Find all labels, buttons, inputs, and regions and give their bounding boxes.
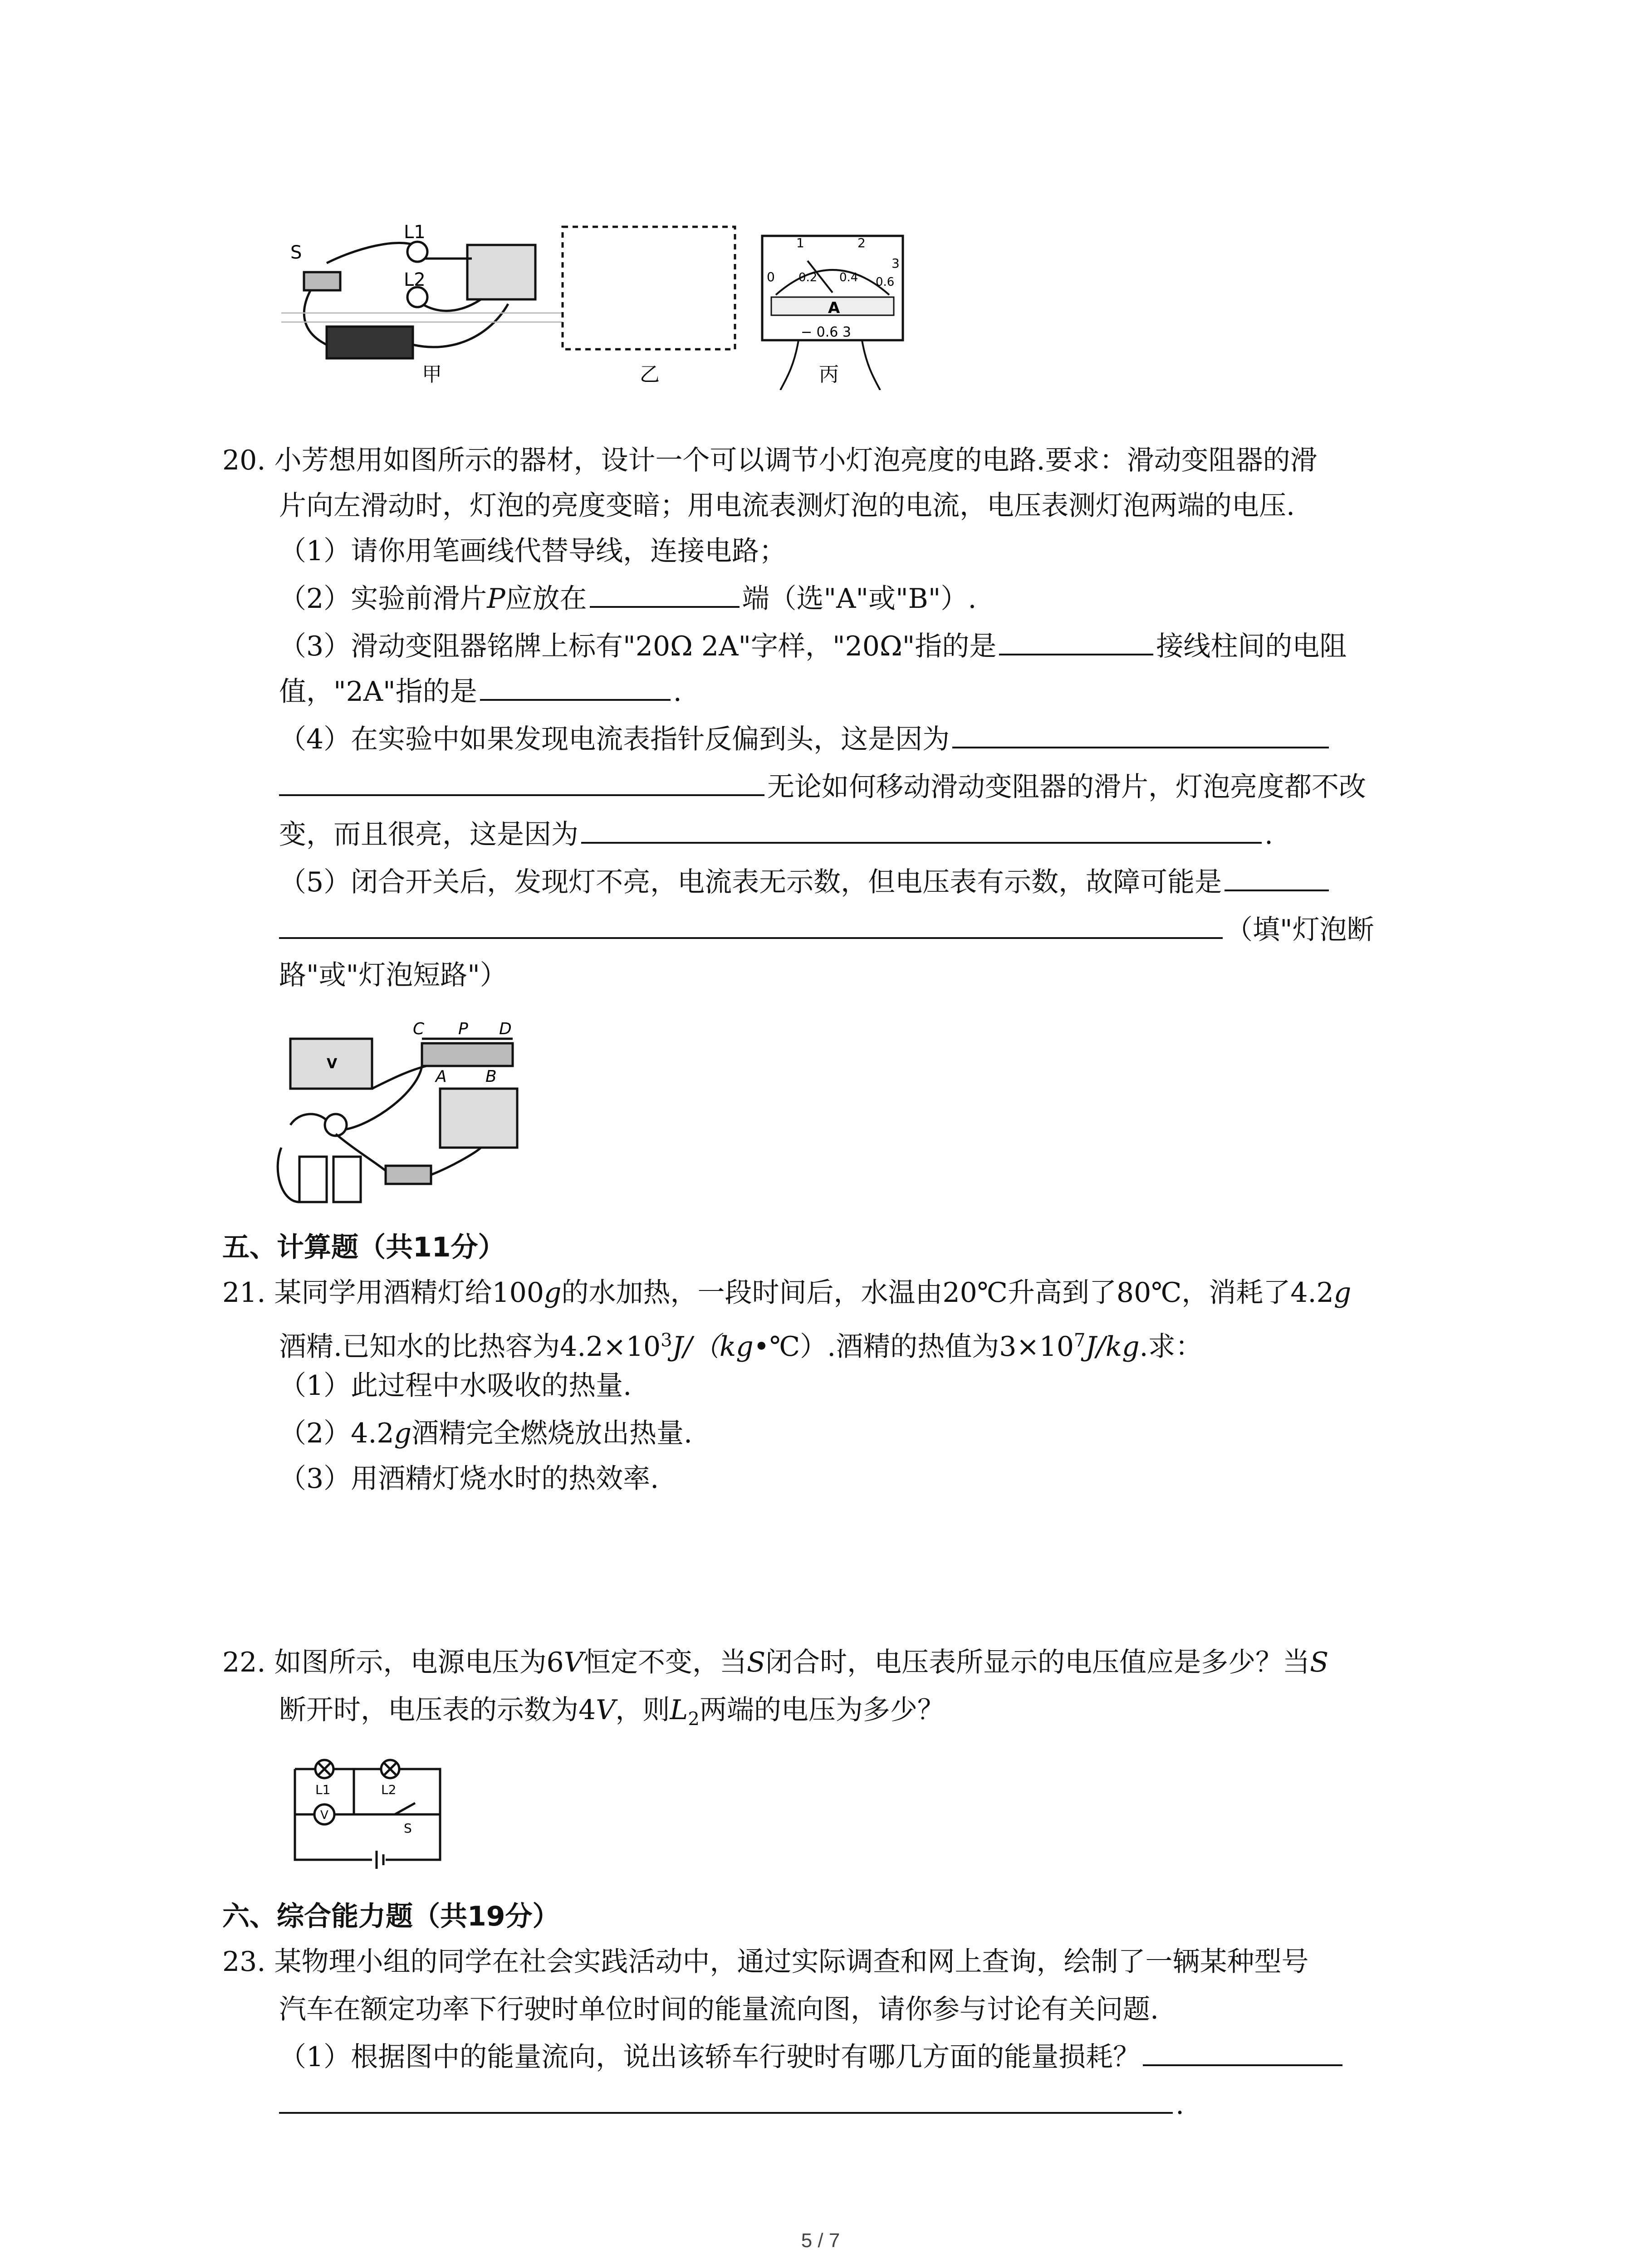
q22-l2-a: 断开时，电压表的示数为4 <box>279 1694 596 1726</box>
q20-p4-text-a: （4）在实验中如果发现电流表指针反偏到头，这是因为 <box>279 723 950 755</box>
q20-part4 <box>279 717 1332 762</box>
q21-number: 21. <box>222 1277 266 1309</box>
label-l1: L1 <box>404 222 426 243</box>
q20-part5 <box>279 860 1332 905</box>
q20-p3-blank2[interactable] <box>480 674 671 701</box>
q21-l2-a: 酒精.已知水的比热容为4.2×10 <box>279 1331 661 1363</box>
q20-number: 20. <box>222 445 266 476</box>
q22-label-l1: L1 <box>315 1782 331 1797</box>
q22-l2-sub: 2 <box>688 1709 700 1730</box>
voltmeter-label: V <box>327 1056 338 1072</box>
q22-label-l2: L2 <box>381 1782 397 1797</box>
q20-p3-text-a: （3）滑动变阻器铭牌上标有"20Ω 2A"字样，"20Ω"指的是 <box>279 631 997 662</box>
q20-part3 <box>279 624 1347 669</box>
q20-p2-blank[interactable] <box>590 581 740 608</box>
q20-part1: （1）请你用笔画线代替导线，连接电路； <box>279 535 787 567</box>
q20-p4-text-c: 变，而且很亮，这是因为 <box>279 819 578 850</box>
q22-l1-b: 恒定不变，当 <box>583 1647 747 1678</box>
q21-p2-g: g <box>394 1418 412 1449</box>
q20-p4-blank1[interactable] <box>952 721 1329 748</box>
label-s: S <box>290 242 302 263</box>
q23-l1: 某物理小组的同学在社会实践活动中，通过实际调查和网上查询，绘制了一辆某种型号 <box>274 1946 1309 1978</box>
scale-06: 0.6 <box>876 275 895 289</box>
q21-part3: （3）用酒精灯烧水时的热效率. <box>279 1463 659 1495</box>
q21-l2-sup: 3 <box>661 1330 672 1351</box>
q23-p1-blank2[interactable] <box>279 2087 1173 2114</box>
q20-part5-cont <box>279 907 1374 953</box>
dashed-box-yi <box>563 227 735 349</box>
q21-p2-a: （2）4.2 <box>279 1418 394 1449</box>
top-figures <box>272 218 953 390</box>
q20-p2-text-c: 端（选"A"或"B"）. <box>742 583 977 615</box>
q20-p2-text-b: 应放在 <box>505 583 587 615</box>
scale-0: 0 <box>767 269 775 284</box>
label-a: A <box>436 1067 447 1086</box>
label-yi: 乙 <box>640 363 660 386</box>
q21-l2-b: J/（ <box>672 1331 720 1363</box>
q21-l2-kg: kg <box>719 1331 754 1363</box>
q22-l1-a: 如图所示，电源电压为6 <box>274 1647 564 1678</box>
q20-p4-blank3[interactable] <box>581 816 1262 844</box>
q21-l2-sup2: 7 <box>1074 1330 1086 1351</box>
circuit-figure-jia <box>272 218 953 390</box>
q20-p5-text-a: （5）闭合开关后，发现灯不亮，电流表无示数，但电压表有示数，故障可能是 <box>279 866 1222 898</box>
q20-p5-blank2[interactable] <box>279 912 1223 939</box>
q21-line2 <box>279 1318 1203 1369</box>
label-c: C <box>413 1021 425 1038</box>
q23-p1-text: （1）根据图中的能量流向，说出该轿车行驶时有哪几方面的能量损耗？ <box>279 2041 1141 2073</box>
question-23 <box>222 1939 1447 2130</box>
q21-l1-g2: g <box>1333 1277 1352 1309</box>
q22-number: 22. <box>222 1647 266 1678</box>
label-d: D <box>499 1021 512 1038</box>
q22-l1-s: S <box>747 1647 766 1678</box>
label-b: B <box>485 1067 497 1086</box>
q20-p3-blank1[interactable] <box>999 628 1153 655</box>
q23-part1-cont <box>279 2082 1184 2127</box>
q22-l2-l: L <box>670 1694 688 1726</box>
scale-04: 0.4 <box>839 271 858 284</box>
q22-l1-v: V <box>563 1647 584 1678</box>
section-6-heading: 六、综合能力题（共19分） <box>222 1901 560 1932</box>
q21-l2-d: J/kg <box>1085 1331 1140 1363</box>
q21-l1-g: g <box>544 1277 562 1309</box>
q22-label-s: S <box>404 1821 412 1836</box>
q22-line2 <box>279 1687 945 1742</box>
q21-l2-c: •℃）.酒精的热值为3×10 <box>753 1331 1074 1363</box>
q20-part4-cont2 <box>279 812 1273 857</box>
q20-stem2: 片向左滑动时，灯泡的亮度变暗；用电流表测灯泡的电流，电压表测灯泡两端的电压. <box>279 490 1295 522</box>
q22-label-v: V <box>320 1809 328 1822</box>
q21-part2 <box>279 1411 692 1456</box>
q20-p4-text-b: 无论如何移动滑动变阻器的滑片，灯泡亮度都不改 <box>767 771 1366 803</box>
q20-line1 <box>222 438 1318 483</box>
q20-p3-text-c: 值，"2A"指的是 <box>279 676 477 708</box>
question-21 <box>222 1270 1447 1551</box>
q20-circuit-figure <box>272 1021 526 1211</box>
label-p: P <box>458 1021 468 1038</box>
q23-p1-blank1[interactable] <box>1143 2039 1342 2066</box>
label-bing: 丙 <box>819 363 839 386</box>
q20-part3-cont <box>279 669 682 714</box>
q20-p3-text-d: . <box>673 676 682 708</box>
q21-line1 <box>222 1270 1351 1315</box>
q22-l1-c: 闭合时，电压表所显示的电压值应是多少？当 <box>765 1647 1310 1678</box>
q21-l1-b: 的水加热，一段时间后，水温由20℃升高到了80℃，消耗了4.2 <box>561 1277 1334 1309</box>
terminal-labels: − 0.6 3 <box>801 324 852 340</box>
q20-p5-blank1[interactable] <box>1225 864 1329 891</box>
q20-p3-text-b: 接线柱间的电阻 <box>1156 631 1347 662</box>
q20-part4-cont <box>279 764 1366 810</box>
q22-l1-s2: S <box>1310 1647 1329 1678</box>
q23-number: 23. <box>222 1946 266 1978</box>
q22-circuit-figure <box>281 1755 454 1873</box>
q21-p2-b: 酒精完全燃烧放出热量. <box>411 1418 693 1449</box>
q20-part5-cont2: 路"或"灯泡短路"） <box>279 959 507 991</box>
q23-part1 <box>279 2034 1345 2080</box>
q22-line1 <box>222 1640 1328 1685</box>
question-22 <box>222 1640 1447 1744</box>
q20-p5-text-b: （填"灯泡断 <box>1225 914 1374 946</box>
scale-02: 0.2 <box>798 271 818 284</box>
q20-p4-text-d: . <box>1264 819 1274 850</box>
q22-l2-v: V <box>596 1694 616 1726</box>
q22-l2-c: 两端的电压为多少？ <box>699 1694 945 1726</box>
q20-p2-var-p: P <box>487 583 505 615</box>
question-20 <box>222 438 1447 991</box>
q23-p1-end: . <box>1176 2089 1185 2121</box>
q20-p4-blank2[interactable] <box>279 769 764 796</box>
q20-stem1: 小芳想用如图所示的器材，设计一个可以调节小灯泡亮度的电路.要求：滑动变阻器的滑 <box>274 445 1318 476</box>
scale-2: 2 <box>857 235 866 250</box>
q21-part1: （1）此过程中水吸收的热量. <box>279 1370 632 1402</box>
q21-l2-e: .求： <box>1139 1331 1203 1363</box>
scale-3: 3 <box>892 256 900 271</box>
q20-part2 <box>279 576 976 621</box>
scale-1: 1 <box>796 235 804 250</box>
q21-l1-a: 某同学用酒精灯给100 <box>274 1277 544 1309</box>
q20-p2-text-a: （2）实验前滑片 <box>279 583 487 615</box>
meter-a-label: A <box>828 299 840 317</box>
page-number: 5 / 7 <box>801 2229 840 2252</box>
label-l2: L2 <box>404 269 426 290</box>
label-jia: 甲 <box>422 363 442 386</box>
section-5-heading: 五、计算题（共11分） <box>222 1232 505 1263</box>
q23-line2: 汽车在额定功率下行驶时单位时间的能量流向图，请你参与讨论有关问题. <box>279 1994 1159 2025</box>
q23-line1 <box>222 1939 1309 1984</box>
q22-l2-b: ，则 <box>615 1694 670 1726</box>
